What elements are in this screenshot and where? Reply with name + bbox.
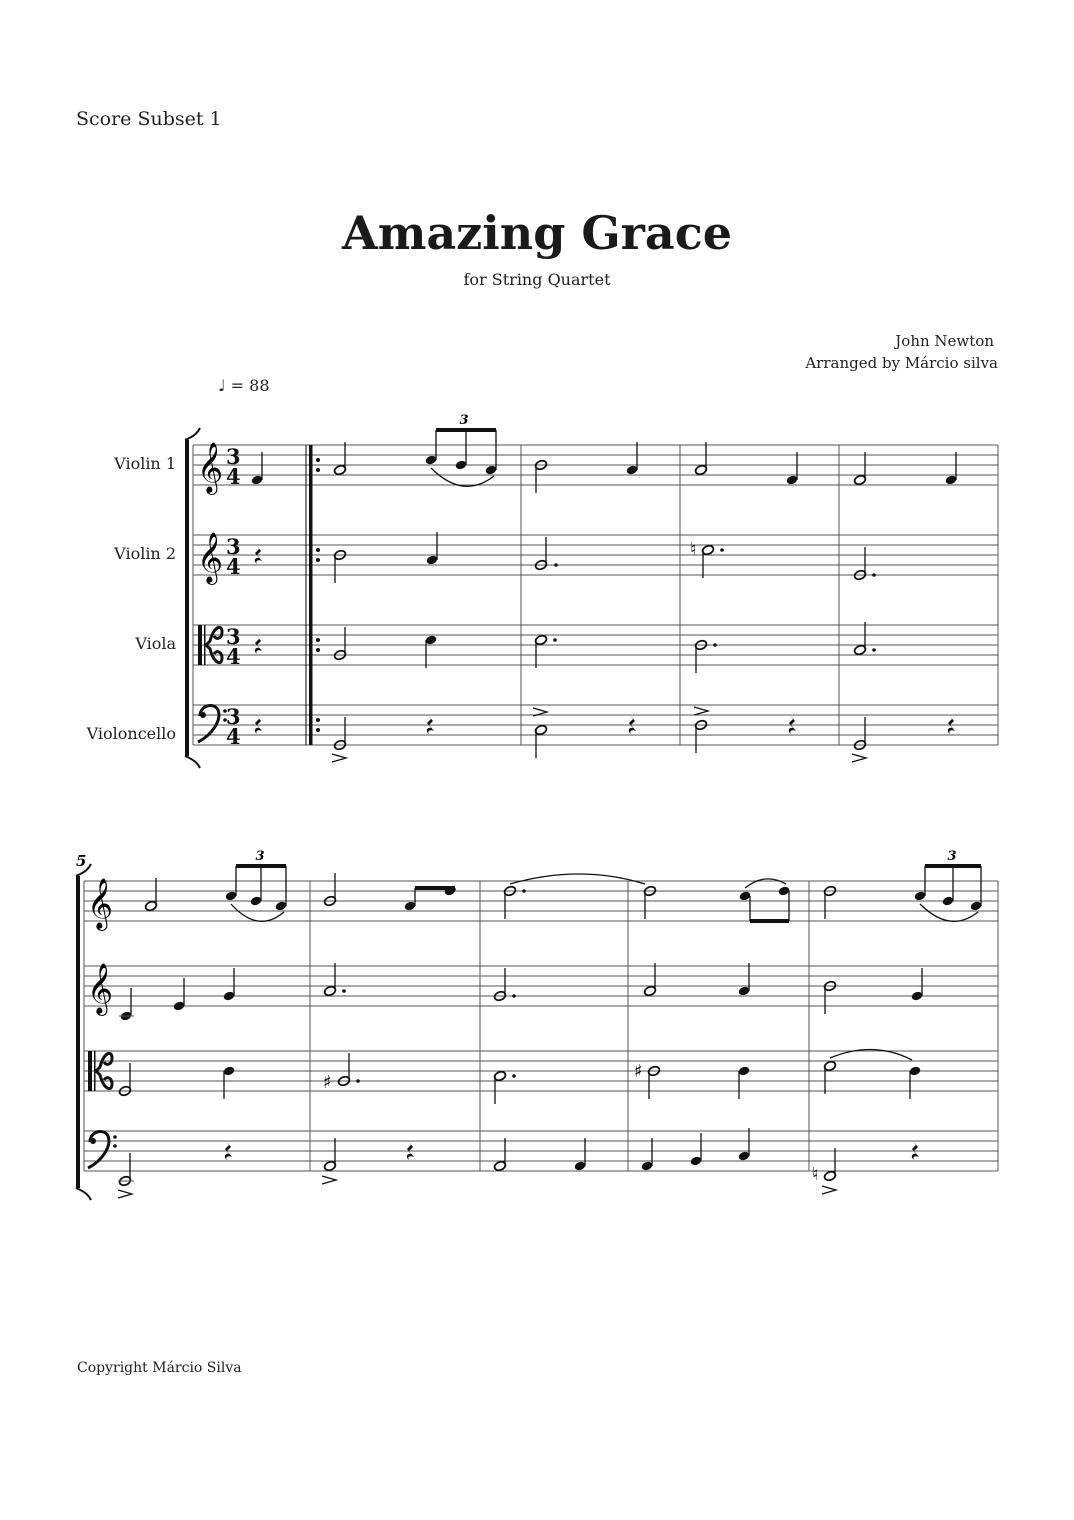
svg-text:3: 3 (947, 849, 957, 864)
instrument-name-violoncello: Violoncello (86, 724, 176, 743)
copyright-notice: Copyright Márcio Silva (77, 1360, 242, 1376)
treble-clef-icon: 𝄞 (87, 963, 114, 1014)
svg-text:4: 4 (226, 644, 241, 669)
system-1 (185, 413, 998, 768)
svg-text:3: 3 (226, 624, 241, 649)
repeat-dots (316, 458, 320, 732)
violoncello-notes (118, 1128, 919, 1198)
score-subset-label: Score Subset 1 (76, 108, 222, 130)
staff-violin-1 (193, 445, 998, 485)
quarter-note-icon: ♩ (218, 376, 226, 395)
system-2 (76, 849, 998, 1200)
staff-violoncello (193, 705, 998, 745)
bass-clef-icon (198, 705, 227, 742)
svg-text:3: 3 (226, 534, 241, 559)
svg-text:3: 3 (459, 413, 469, 428)
sharp-icon: ♯ (323, 1072, 332, 1093)
staff-violin-2 (193, 535, 998, 575)
tempo-value: = 88 (230, 376, 270, 395)
staff-violin-2 (84, 966, 998, 1006)
svg-text:3: 3 (226, 444, 241, 469)
viola-notes (118, 1049, 921, 1104)
staff-viola (84, 1051, 998, 1091)
treble-clef-icon: 𝄞 (197, 532, 224, 583)
measure-number: 5 (76, 852, 87, 870)
barlines (306, 445, 998, 745)
instrument-name-viola: Viola (135, 634, 176, 653)
instrument-name-violin-1: Violin 1 (114, 454, 176, 473)
staff-viola (193, 625, 998, 665)
svg-text:4: 4 (226, 554, 241, 579)
barlines (310, 881, 998, 1171)
natural-icon: ♮ (690, 539, 697, 560)
svg-text:3: 3 (255, 849, 265, 864)
composer-credit: John Newton (895, 332, 994, 350)
svg-text:4: 4 (226, 724, 241, 749)
violin-1-notes (251, 413, 958, 493)
arranger-credit: Arranged by Márcio silva (805, 354, 998, 372)
staff-violin-1 (84, 881, 998, 921)
treble-clef-icon: 𝄞 (87, 878, 114, 929)
violin-2-notes (119, 963, 923, 1022)
instrument-name-violin-2: Violin 2 (114, 544, 176, 563)
staff-violoncello (84, 1131, 998, 1171)
treble-clef-icon: 𝄞 (197, 442, 224, 493)
bass-clef-icon (88, 1131, 117, 1168)
piece-subtitle: for String Quartet (463, 270, 611, 289)
svg-text:4: 4 (226, 464, 241, 489)
natural-icon: ♮ (812, 1164, 819, 1185)
time-signature (226, 444, 241, 749)
violin-1-notes (144, 849, 982, 921)
sharp-icon: ♯ (634, 1061, 643, 1082)
piece-title: Amazing Grace (342, 206, 732, 260)
svg-text:3: 3 (226, 704, 241, 729)
